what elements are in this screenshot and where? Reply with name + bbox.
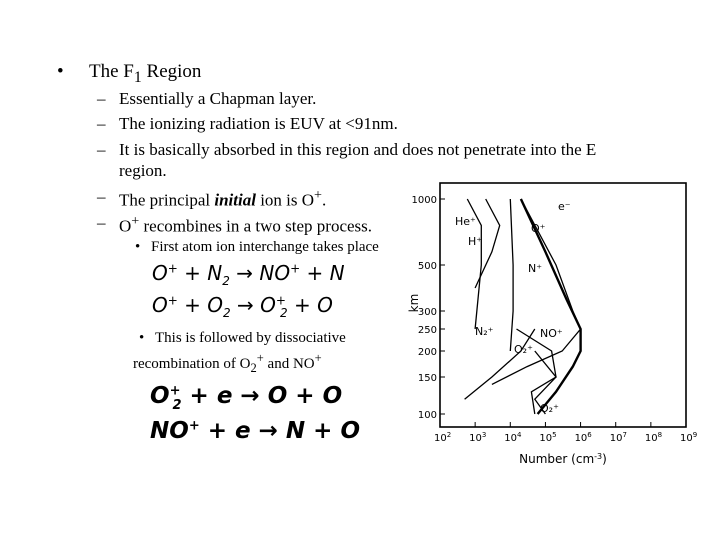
- tert-followed-line2: recombination of $O_2^+$ and NO+: [133, 351, 322, 375]
- y-tick-label: 100: [417, 410, 437, 421]
- tert-bullet-2: •: [139, 330, 145, 346]
- series-label-o2-upper: O₂⁺: [514, 343, 533, 356]
- tert-first-atom: First atom ion interchange takes place: [151, 239, 379, 255]
- recomb-sup: +: [131, 213, 140, 229]
- principal-sup: +: [314, 187, 323, 203]
- recomb-rest: recombines in a two step process.: [139, 216, 373, 236]
- principal-emphasis: initial: [214, 190, 256, 210]
- equation-interchange-n2: $O^+ + N_2 \to NO^+ + N$: [152, 261, 345, 288]
- x-tick-label: $10^3$: [469, 431, 487, 444]
- y-tick-label: 250: [417, 325, 437, 336]
- slide-title: [89, 61, 201, 87]
- x-tick-label: $10^2$: [434, 431, 452, 444]
- sub-bullet-chapman: Essentially a Chapman layer.: [119, 89, 317, 108]
- recomb-prefix: O: [119, 216, 132, 236]
- main-bullet: •: [57, 61, 64, 82]
- series-label-e: e⁻: [558, 200, 571, 213]
- tert-followed-line1: This is followed by dissociative: [155, 330, 346, 346]
- sub-bullet-absorbed: It is basically absorbed in this region and does not penetrate into the E: [119, 140, 597, 159]
- equation-interchange-o2: $O^+ + O_2 \to O^+_2 + O$: [152, 293, 333, 320]
- dash-4: –: [97, 187, 106, 206]
- dash-2: –: [97, 114, 106, 133]
- y-tick-label: 300: [417, 307, 437, 318]
- tert-bullet-1: •: [135, 239, 141, 255]
- principal-mid: ion is O: [255, 190, 315, 210]
- y-tick-label: 1000: [411, 195, 437, 206]
- y-tick-label: 500: [417, 261, 437, 272]
- dash-3: –: [97, 140, 106, 159]
- series-label-he: He⁺: [455, 215, 476, 228]
- y-axis-label: km: [407, 293, 421, 313]
- series-label-o2: O₂⁺: [540, 402, 559, 415]
- title-prefix: The F: [89, 61, 134, 82]
- x-tick-label: $10^8$: [644, 431, 663, 444]
- equation-recomb-o2: $O^+_2 + e \to O + O$: [150, 383, 343, 413]
- sub-bullet-euv: The ionizing radiation is EUV at <91nm.: [119, 114, 398, 133]
- equation-recomb-no: NO+ + e → N + O: [150, 418, 361, 444]
- series-label-n: N⁺: [528, 262, 543, 275]
- series-label-h: H⁺: [468, 235, 483, 248]
- y-tick-label: 200: [417, 347, 437, 358]
- series-label-no: NO⁺: [540, 327, 563, 340]
- series-label-n2: N₂⁺: [475, 325, 494, 338]
- series-line-4: [510, 199, 513, 351]
- x-tick-label: $10^9$: [680, 431, 698, 444]
- principal-prefix: The principal: [119, 190, 215, 210]
- x-tick-label: $10^6$: [574, 431, 592, 444]
- dash-5: –: [97, 213, 106, 232]
- series-line-5: [465, 329, 535, 399]
- title-suffix: Region: [141, 61, 202, 82]
- x-tick-label: $10^4$: [504, 431, 522, 444]
- x-tick-label: $10^7$: [609, 431, 627, 444]
- dash-1: –: [97, 89, 106, 108]
- sub-bullet-recombines: [119, 213, 372, 237]
- x-axis-label: Number $(cm^{-3})$: [519, 452, 607, 466]
- series-label-o: O⁺: [531, 222, 546, 235]
- sub-bullet-absorbed-cont: region.: [119, 161, 167, 180]
- ion-density-chart: [400, 176, 700, 471]
- title-subscript: 1: [133, 68, 142, 86]
- principal-end: .: [322, 190, 327, 210]
- y-tick-label: 150: [417, 373, 437, 384]
- sub-bullet-principal: [119, 187, 326, 211]
- x-tick-label: $10^5$: [539, 431, 557, 444]
